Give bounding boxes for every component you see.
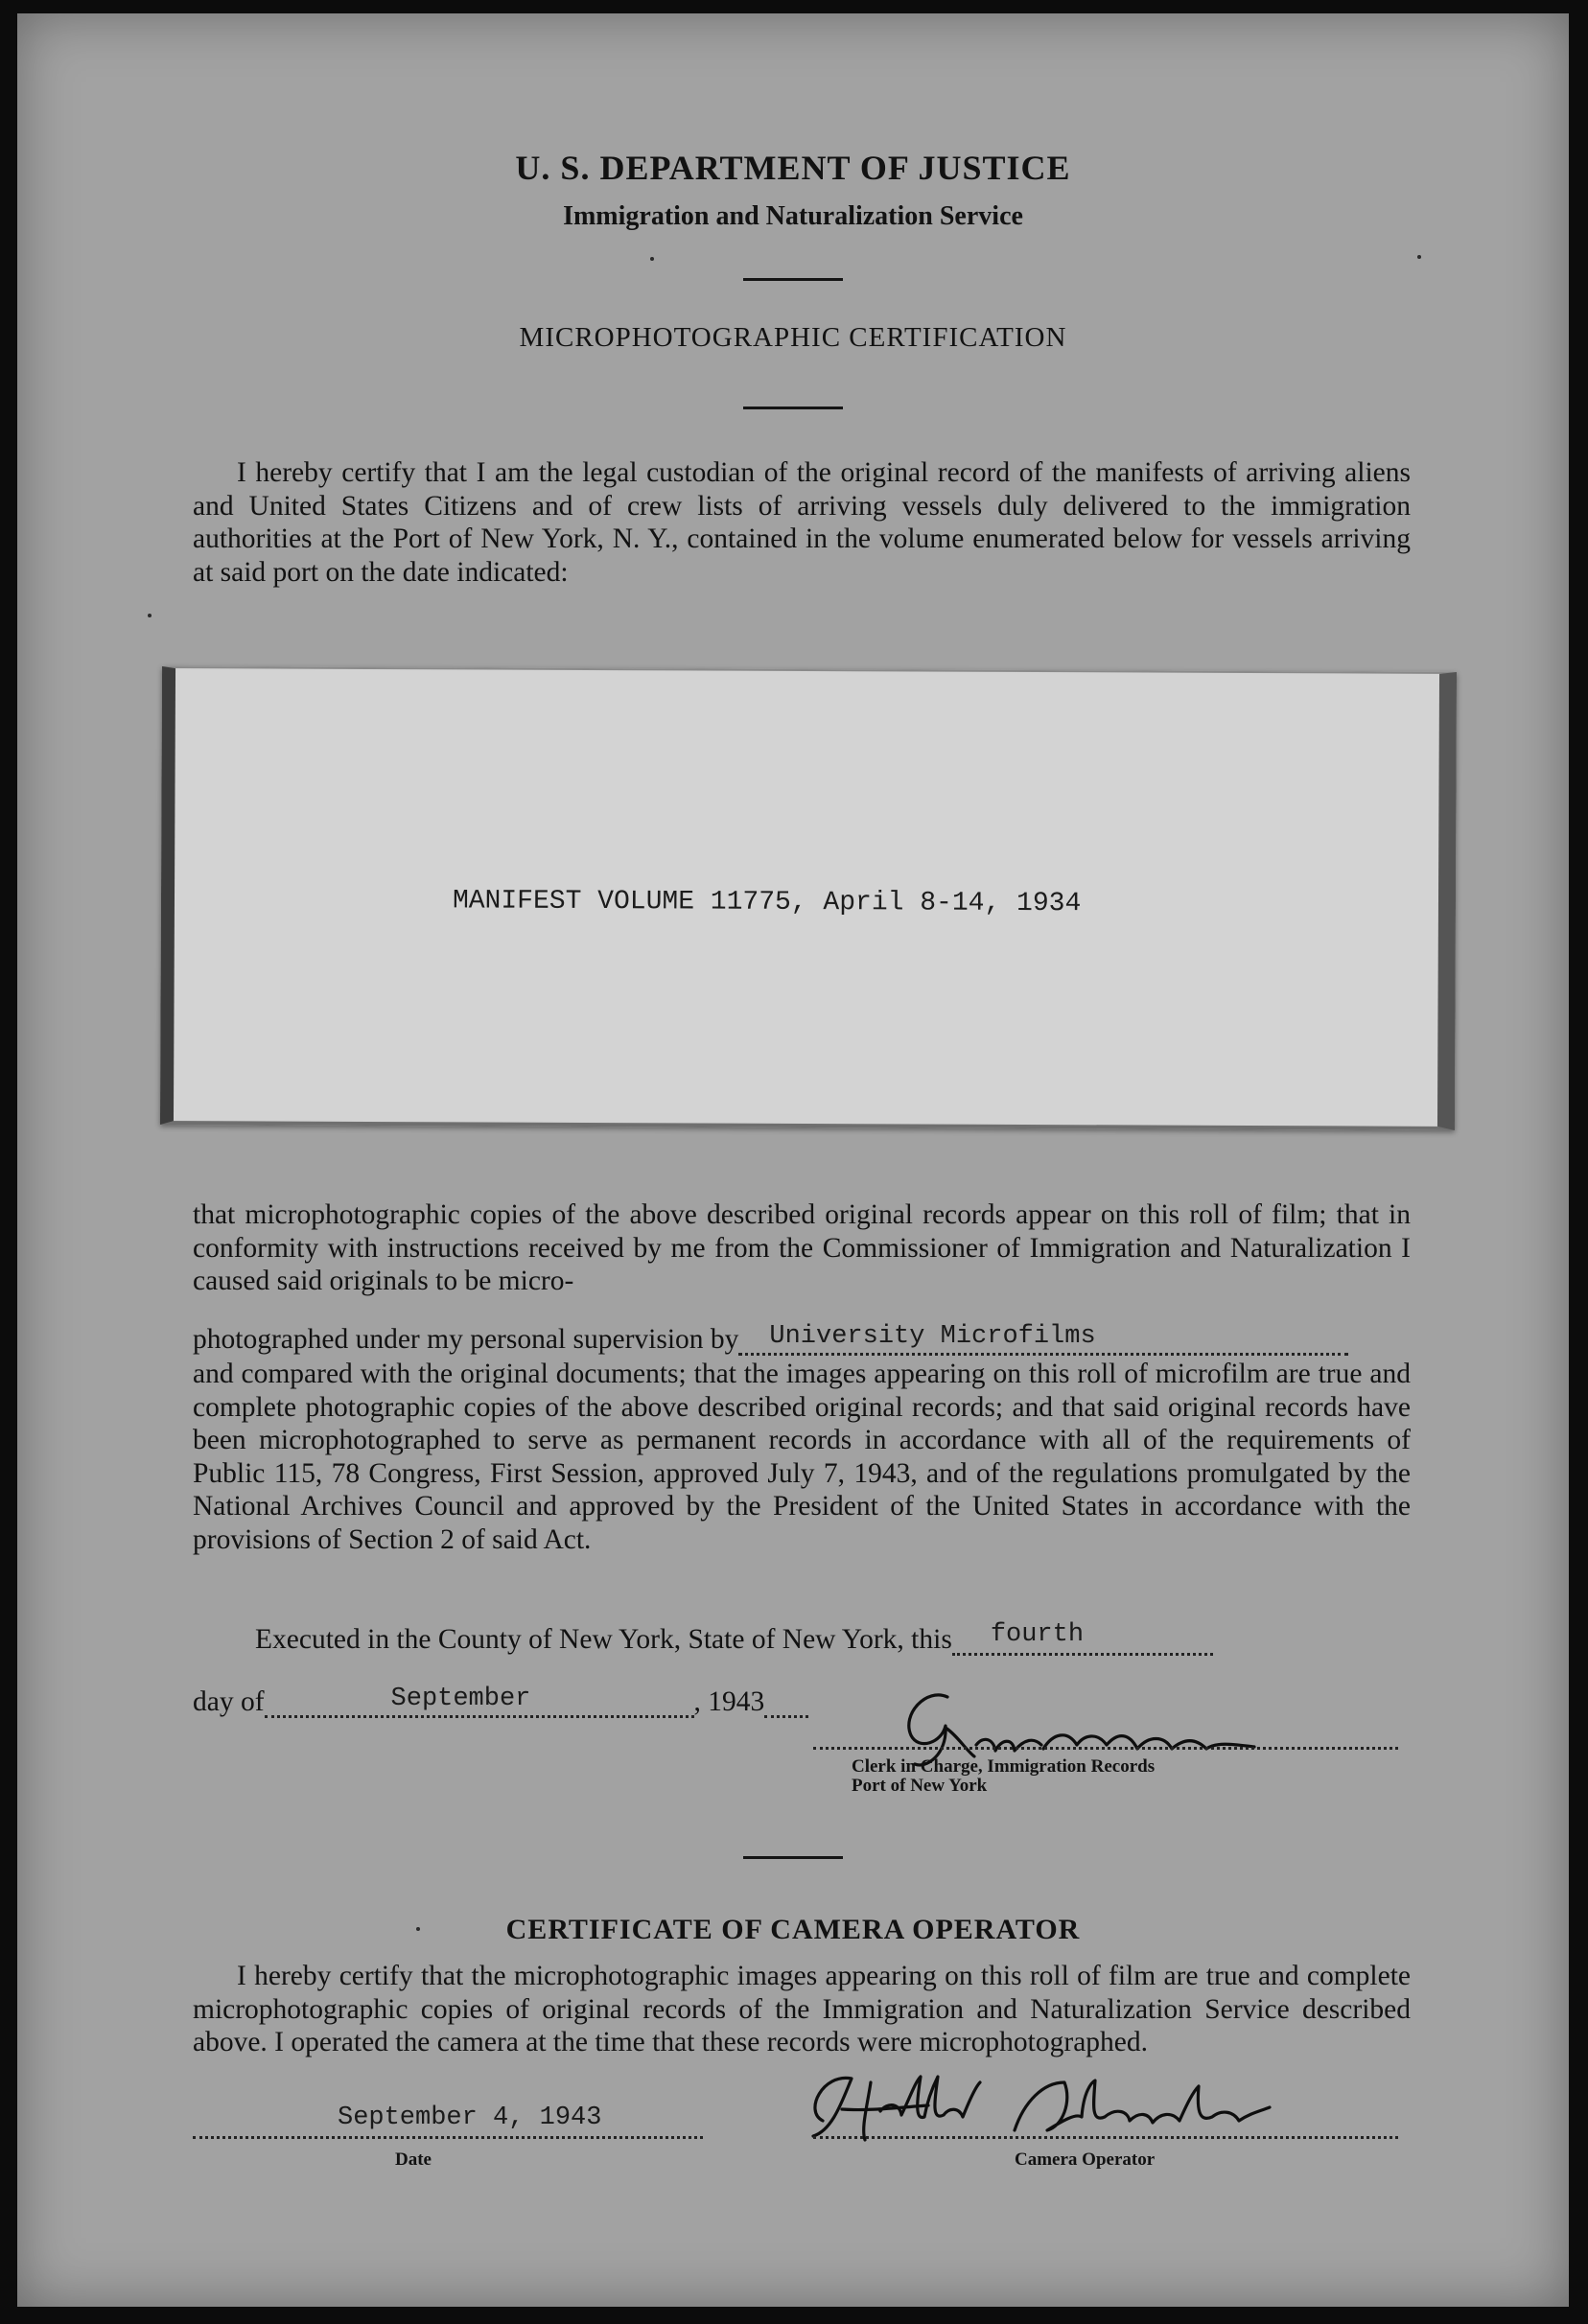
- divider-rule: [743, 278, 843, 281]
- supervision-name: University Microfilms: [769, 1322, 1096, 1351]
- clerk-title-line2: Port of New York: [852, 1776, 988, 1796]
- day-of-label: day of: [193, 1686, 265, 1717]
- date-of-line: [193, 1686, 808, 1718]
- film-speck: [416, 1927, 420, 1931]
- intro-paragraph: I hereby certify that I am the legal custodian of the original record of the manifests of arriving aliens and United States Citizens and of crew lists of arriving vessels duly delivered to the immigration authorities at the Port of New York, N. Y., contained in the volume enumerated below for vessels arriving at said port on the date indicated:: [193, 457, 1411, 588]
- volume-slip-text: MANIFEST VOLUME 11775, April 8-14, 1934: [452, 886, 1082, 919]
- clerk-signature-line: [813, 1745, 1398, 1750]
- film-speck: [148, 614, 152, 617]
- execution-prefix: Executed in the County of New York, State of New York, this: [255, 1624, 952, 1655]
- camera-operator-label: Camera Operator: [1015, 2150, 1156, 2170]
- volume-slip: [160, 666, 1457, 1130]
- divider-rule: [743, 407, 843, 409]
- camera-operator-paragraph: I hereby certify that the microphotographic images appearing on this roll of film are true and complete microphotographic copies of original records of the Immigration and Naturalization Service described above. I operated the camera at the time that these records were microphotographed.: [193, 1961, 1411, 2057]
- date-fill-line: [193, 2134, 703, 2139]
- certificate-page: [17, 13, 1569, 2307]
- divider-rule: [743, 1856, 843, 1859]
- certification-title: MICROPHOTOGRAPHIC CERTIFICATION: [519, 322, 1067, 353]
- day-value: fourth: [990, 1620, 1085, 1649]
- supervision-fill-line: [738, 1322, 1348, 1356]
- operator-signature-line: [813, 2134, 1398, 2139]
- clerk-title-line1: Clerk in Charge, Immigration Records: [852, 1756, 1156, 1777]
- body-paragraph-part2: and compared with the original documents; that the images appearing on this roll of microfilm are true and complete photographic copies of the above described original records; and that said original records have been microphotographed to serve as permanent records in accordance with all of the requirements of Public 115, 78 Congress, First Session, approved July 7, 1943, and of the regulations promulgated by the National Archives Council and approved by the President of the United States in accordance with the provisions of Section 2 of said Act.: [193, 1359, 1411, 1555]
- day-fill-line: [952, 1620, 1213, 1656]
- execution-line: [255, 1620, 1415, 1656]
- film-speck: [650, 257, 654, 261]
- year-fill-line: [764, 1688, 808, 1718]
- date-label: Date: [395, 2150, 432, 2170]
- year-text: , 1943: [693, 1686, 765, 1717]
- supervision-prefix: photographed under my personal supervision by: [193, 1324, 739, 1355]
- month-fill-line: [265, 1685, 694, 1718]
- body-paragraph-part1: that microphotographic copies of the above described original records appear on this roll of film; that in conformity with instructions received by me from the Commissioner of Immigration and Naturalization I caused said originals to be micro-: [193, 1199, 1411, 1296]
- month-value: September: [390, 1685, 531, 1713]
- service-subheading: Immigration and Naturalization Service: [563, 201, 1023, 231]
- film-speck: [1417, 255, 1421, 259]
- supervision-line: [193, 1324, 1411, 1356]
- department-heading: U. S. DEPARTMENT OF JUSTICE: [515, 149, 1071, 187]
- camera-operator-heading: CERTIFICATE OF CAMERA OPERATOR: [505, 1914, 1081, 1945]
- operator-date-value: September 4, 1943: [338, 2103, 602, 2132]
